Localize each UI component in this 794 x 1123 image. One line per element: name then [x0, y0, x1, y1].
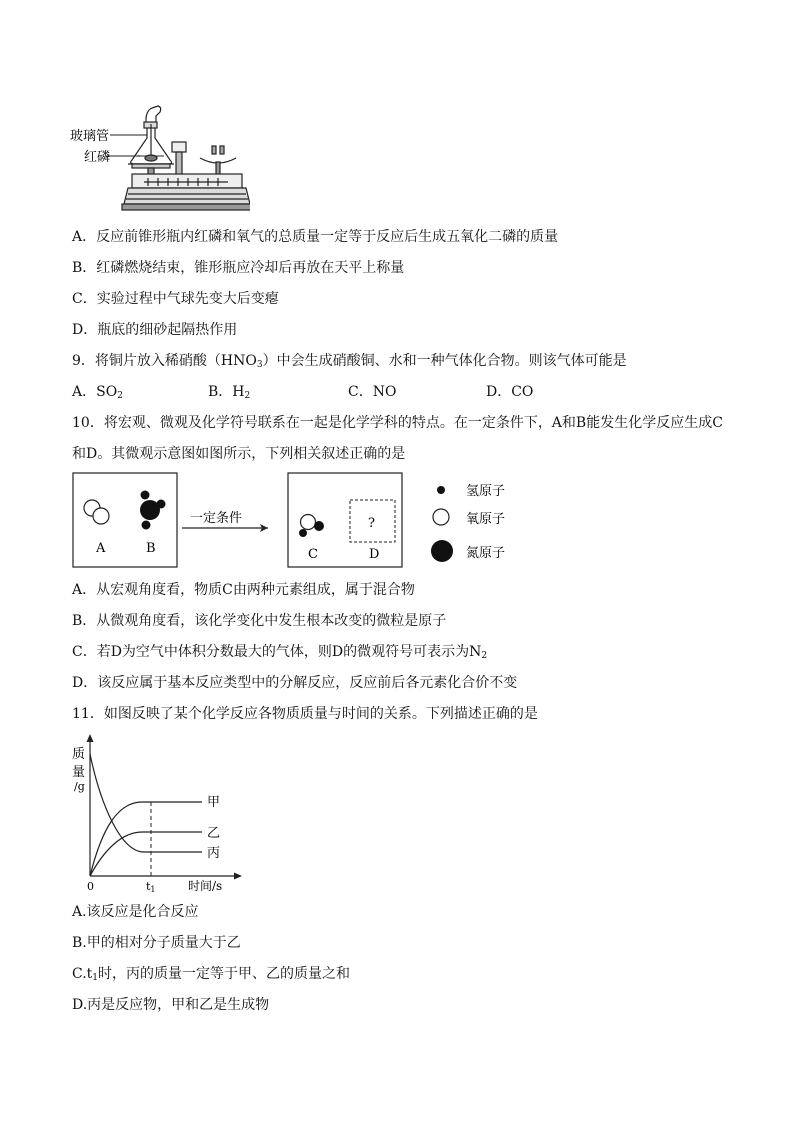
- label-b: B: [146, 541, 156, 556]
- label-d: D: [369, 547, 380, 562]
- x-axis-label: 时间/s: [188, 879, 223, 893]
- reactant-box: [73, 473, 177, 567]
- q10-option-d: D．该反应属于基本反应类型中的分解反应，反应前后各元素化合价不变: [72, 675, 518, 691]
- oxygen-atom-icon: [433, 509, 449, 525]
- label-a: A: [96, 541, 106, 556]
- q9-option-d: D．CO: [486, 384, 534, 400]
- q9-option-c: C．NO: [348, 384, 397, 400]
- series-label-yi: 乙: [207, 826, 221, 841]
- q11-option-a: A.该反应是化合反应: [72, 904, 199, 920]
- q11-option-c: $C.t_1$时，丙的质量一定等于甲、乙的质量之和: [72, 966, 351, 983]
- series-label-jia: 甲: [207, 795, 221, 810]
- q11-option-d: D.丙是反应物，甲和乙是生成物: [72, 997, 270, 1013]
- legend-nitrogen: 氮原子: [466, 546, 506, 561]
- molecule-c-icon: [299, 515, 324, 538]
- legend-hydrogen: 氢原子: [466, 484, 506, 499]
- y-axis-unit: /g: [74, 780, 85, 793]
- hydrogen-atom-icon: [437, 486, 445, 494]
- q10-option-a: A．从宏观角度看，物质C由两种元素组成，属于混合物: [72, 582, 415, 598]
- balance-apparatus-figure: [68, 98, 250, 218]
- molecule-a-icon: [84, 500, 109, 524]
- q11-stem: 11．如图反映了某个化学反应各物质质量与时间的关系。下列描述正确的是: [72, 706, 538, 722]
- q8-option-c: C．实验过程中气球先变大后变瘪: [72, 291, 279, 307]
- legend-oxygen: 氧原子: [466, 512, 506, 527]
- question-mark: ?: [368, 516, 375, 531]
- label-red-phosphorus: 红磷: [84, 150, 111, 165]
- series-jia-line: [90, 802, 202, 876]
- t1-label: t1: [146, 880, 156, 894]
- q8-option-d: D．瓶底的细砂起隔热作用: [72, 322, 238, 338]
- q8-option-b: B．红磷燃烧结束，锥形瓶应冷却后再放在天平上称量: [72, 260, 405, 276]
- label-glass-tube: 玻璃管: [70, 129, 110, 144]
- label-c: C: [308, 547, 318, 562]
- balance-icon: [122, 142, 250, 210]
- q10-stem-line2: 和D。其微观示意图如图所示，下列相关叙述正确的是: [72, 446, 406, 462]
- origin-label: 0: [87, 880, 94, 893]
- y-axis-label-1: 质: [72, 747, 86, 762]
- series-bing-line: [90, 754, 202, 852]
- q9-option-b: B．$H_2$: [208, 384, 251, 401]
- q10-stem-line1: 10．将宏观、微观及化学符号联系在一起是化学学科的特点。在一定条件下，A和B能发生化学反应生成C: [72, 415, 723, 431]
- reaction-micro-diagram: [72, 470, 532, 574]
- q11-option-b: B.甲的相对分子质量大于乙: [72, 935, 241, 951]
- x-axis-arrow-icon: [234, 873, 242, 880]
- y-axis-arrow-icon: [87, 734, 94, 742]
- nitrogen-atom-icon: [431, 540, 453, 562]
- q10-option-c: C．若D为空气中体积分数最大的气体，则D的微观符号可表示为$N_2$: [72, 644, 488, 661]
- y-axis-label-2: 量: [72, 765, 86, 780]
- molecule-b-icon: [140, 491, 166, 530]
- series-yi-line: [90, 832, 202, 876]
- series-label-bing: 丙: [207, 846, 221, 861]
- q9-option-a: A．$SO_2$: [72, 384, 123, 401]
- mass-time-chart: [70, 732, 250, 894]
- reaction-condition: 一定条件: [190, 511, 243, 526]
- q10-option-b: B．从微观角度看，该化学变化中发生根本改变的微粒是原子: [72, 613, 447, 629]
- q9-stem: 9．将铜片放入稀硝酸$(HNO_3)$中会生成硝酸铜、水和一种气体化合物。则该气体可能是: [72, 353, 627, 370]
- q8-option-a: A．反应前锥形瓶内红磷和氧气的总质量一定等于反应后生成五氧化二磷的质量: [72, 229, 559, 245]
